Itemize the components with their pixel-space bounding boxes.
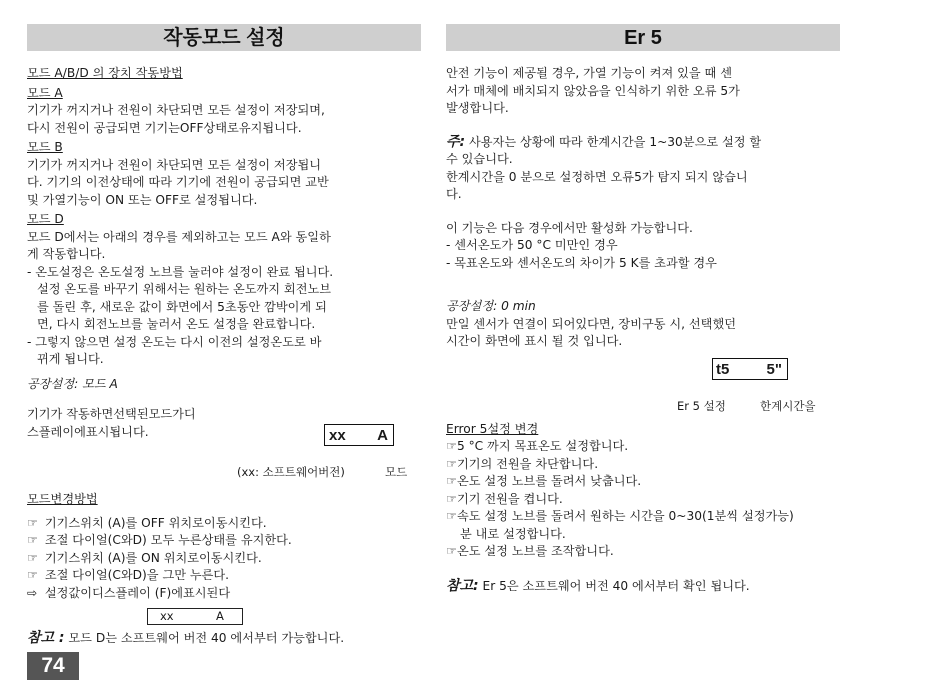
note1-extra-1: 한계시간을 0 분으로 설정하면 오류5가 탐지 되지 않습니 xyxy=(446,169,748,184)
mode-b-line-1: 기기가 꺼지거나 전원이 차단되면 모든 설정이 저장됩니 xyxy=(27,157,322,172)
step-3: ☞ 기기스위치 (A)를 ON 위치로이동시킨다. xyxy=(27,550,421,568)
error-step-4: ☞기기 전원을 켭니다. xyxy=(446,491,563,506)
error5-title: Error 5설정 변경 xyxy=(446,421,539,436)
section-title: 모드 A/B/D 의 장치 작동방법 xyxy=(27,66,183,80)
er5-display-right: 5" xyxy=(766,361,782,378)
hand-pointer-icon: ☞ xyxy=(446,509,457,523)
display-caption-version: (xx: 소프트웨어버전) xyxy=(237,465,345,479)
er5-caption-left: Er 5 설정 xyxy=(677,399,726,413)
right-factory-setting: 공장설정: 0 min xyxy=(446,299,536,313)
mode-d-bullet-1a: - 온도설정은 온도설정 노브를 눌러야 설정이 완료 됩니다. xyxy=(27,264,334,279)
mode-a-line-1: 기기가 꺼지거나 전원이 차단되면 모든 설정이 저장되며, xyxy=(27,103,325,117)
note1-line-1: 주: 사용자는 상황에 따라 한계시간을 1~30분으로 설정 할 xyxy=(446,133,762,150)
hand-pointer-icon: ☞ xyxy=(446,439,457,453)
small-display-box xyxy=(147,608,243,625)
note-label: 참고 : xyxy=(27,630,65,646)
factory-text-1: 만일 센서가 연결이 되어있다면, 장비구동 시, 선택했던 xyxy=(446,316,737,331)
error5-steps xyxy=(446,438,840,561)
left-column xyxy=(27,24,421,646)
note xyxy=(27,630,344,648)
left-page-title: 작동모드 설정 xyxy=(27,24,421,51)
mode-d-bullet-1d: 면, 다시 회전노브를 눌러서 온도 설정을 완료합니다. xyxy=(37,317,316,331)
intro-line-1: 안전 기능이 제공될 경우, 가열 기능이 켜져 있을 때 센 xyxy=(446,66,732,80)
note2 xyxy=(446,578,840,596)
arrow-right-icon: ⇨ xyxy=(27,585,38,600)
display-caption-mode: 모드 xyxy=(385,465,408,479)
er5-caption-right: 한계시간을 xyxy=(760,399,816,413)
error-step-6: ☞온도 설정 노브를 조작합니다. xyxy=(446,544,614,558)
mode-d-line-2: 게 작동합니다. xyxy=(27,247,106,261)
hand-pointer-icon: ☞ xyxy=(446,456,457,471)
error-step-1: ☞5 °C 까지 목표온도 설정합니다. xyxy=(446,439,629,453)
note2-text: Er 5은 소프트웨어 버전 40 에서부터 확인 됩니다. xyxy=(482,578,750,593)
hand-pointer-icon: ☞ xyxy=(446,474,457,488)
error-step-3: ☞온도 설정 노브를 돌려서 낮춥니다. xyxy=(446,474,642,488)
hand-pointer-icon: ☞ xyxy=(446,491,457,506)
step-4: ☞ 조절 다이얼(C와D)을 그만 누른다. xyxy=(27,567,421,585)
hand-pointer-icon: ☞ xyxy=(27,533,38,547)
intro-line-2: 서가 매체에 배치되지 않았음을 인식하기 위한 오류 5가 xyxy=(446,83,740,98)
right-column xyxy=(446,24,840,595)
mode-b-line-3: 및 가열기능이 ON 또는 OFF로 설정됩니다. xyxy=(27,192,258,207)
hand-pointer-icon: ☞ xyxy=(27,515,38,530)
note1-extra-2: 다. xyxy=(446,187,462,201)
note1-label: 주: xyxy=(446,133,466,150)
mode-d-bullet-1b: 설정 온도를 바꾸기 위해서는 원하는 온도까지 회전노브 xyxy=(37,282,332,296)
er5-display-box xyxy=(712,358,788,380)
hand-pointer-icon: ☞ xyxy=(27,568,38,582)
page-number: 74 xyxy=(27,652,79,680)
step-1: ☞ 기기스위치 (A)를 OFF 위치로이동시킨다. xyxy=(27,515,421,533)
intro-line-3: 발생합니다. xyxy=(446,101,509,115)
mode-d-bullet-2b: 뀌게 됩니다. xyxy=(37,352,104,366)
mode-d-bullet-1c: 를 돌린 후, 새로운 값이 화면에서 5초동안 깜박이게 되 xyxy=(37,299,327,314)
display-text-1: 기기가 작동하면선택된모드가디 xyxy=(27,407,196,421)
error-step-5: ☞속도 설정 노브를 돌려서 원하는 시간을 0~30(1분씩 설정가능) xyxy=(446,509,794,523)
hand-pointer-icon: ☞ xyxy=(446,544,457,558)
display-text-2: 스플레이에표시됩니다. xyxy=(27,424,149,439)
change-steps xyxy=(27,515,421,603)
step-5: ⇨ 설정값이디스플레이 (F)에표시된다 xyxy=(27,585,421,603)
small-display-mode: A xyxy=(216,609,224,623)
small-display-version: xx xyxy=(160,609,174,623)
display-mode: A xyxy=(377,427,388,444)
note-text: 모드 D는 소프트웨어 버전 40 에서부터 가능합니다. xyxy=(68,631,345,645)
display-version: xx xyxy=(329,427,346,444)
error-step-5b: 분 내로 설정합니다. xyxy=(460,526,566,541)
right-page-title: Er 5 xyxy=(446,24,840,51)
mode-b-label: 모드 B xyxy=(27,140,63,154)
er5-display-left: t5 xyxy=(716,361,730,378)
active-title: 이 기능은 다음 경우에서만 활성화 가능합니다. xyxy=(446,220,693,235)
hand-pointer-icon: ☞ xyxy=(27,550,38,565)
mode-d-label: 모드 D xyxy=(27,212,64,226)
change-method-title: 모드변경방법 xyxy=(27,492,98,506)
error-step-2: ☞기기의 전원을 차단합니다. xyxy=(446,456,599,471)
mode-display-box xyxy=(324,424,394,446)
step-2: ☞ 조절 다이얼(C와D) 모두 누른상태를 유지한다. xyxy=(27,532,421,550)
mode-a-line-2: 다시 전원이 공급되면 기기는OFF상태로유지됩니다. xyxy=(27,120,302,135)
active-item-1: - 센서온도가 50 °C 미만인 경우 xyxy=(446,238,618,252)
active-item-2: - 목표온도와 센서온도의 차이가 5 K를 초과할 경우 xyxy=(446,255,717,270)
mode-a-label: 모드 A xyxy=(27,85,63,100)
note1-line-2: 수 있습니다. xyxy=(446,152,513,166)
note2-label: 참고: xyxy=(446,577,479,594)
mode-d-bullet-2a: - 그렇지 않으면 설정 온도는 다시 이전의 설정온도로 바 xyxy=(27,334,322,349)
factory-text-2: 시간이 화면에 표시 될 것 입니다. xyxy=(446,334,623,348)
mode-b-line-2: 다. 기기의 이전상태에 따라 기기에 전원이 공급되면 교반 xyxy=(27,175,329,189)
mode-d-line-1: 모드 D에서는 아래의 경우를 제외하고는 모드 A와 동일하 xyxy=(27,229,331,244)
factory-setting: 공장설정: 모드 A xyxy=(27,376,118,391)
